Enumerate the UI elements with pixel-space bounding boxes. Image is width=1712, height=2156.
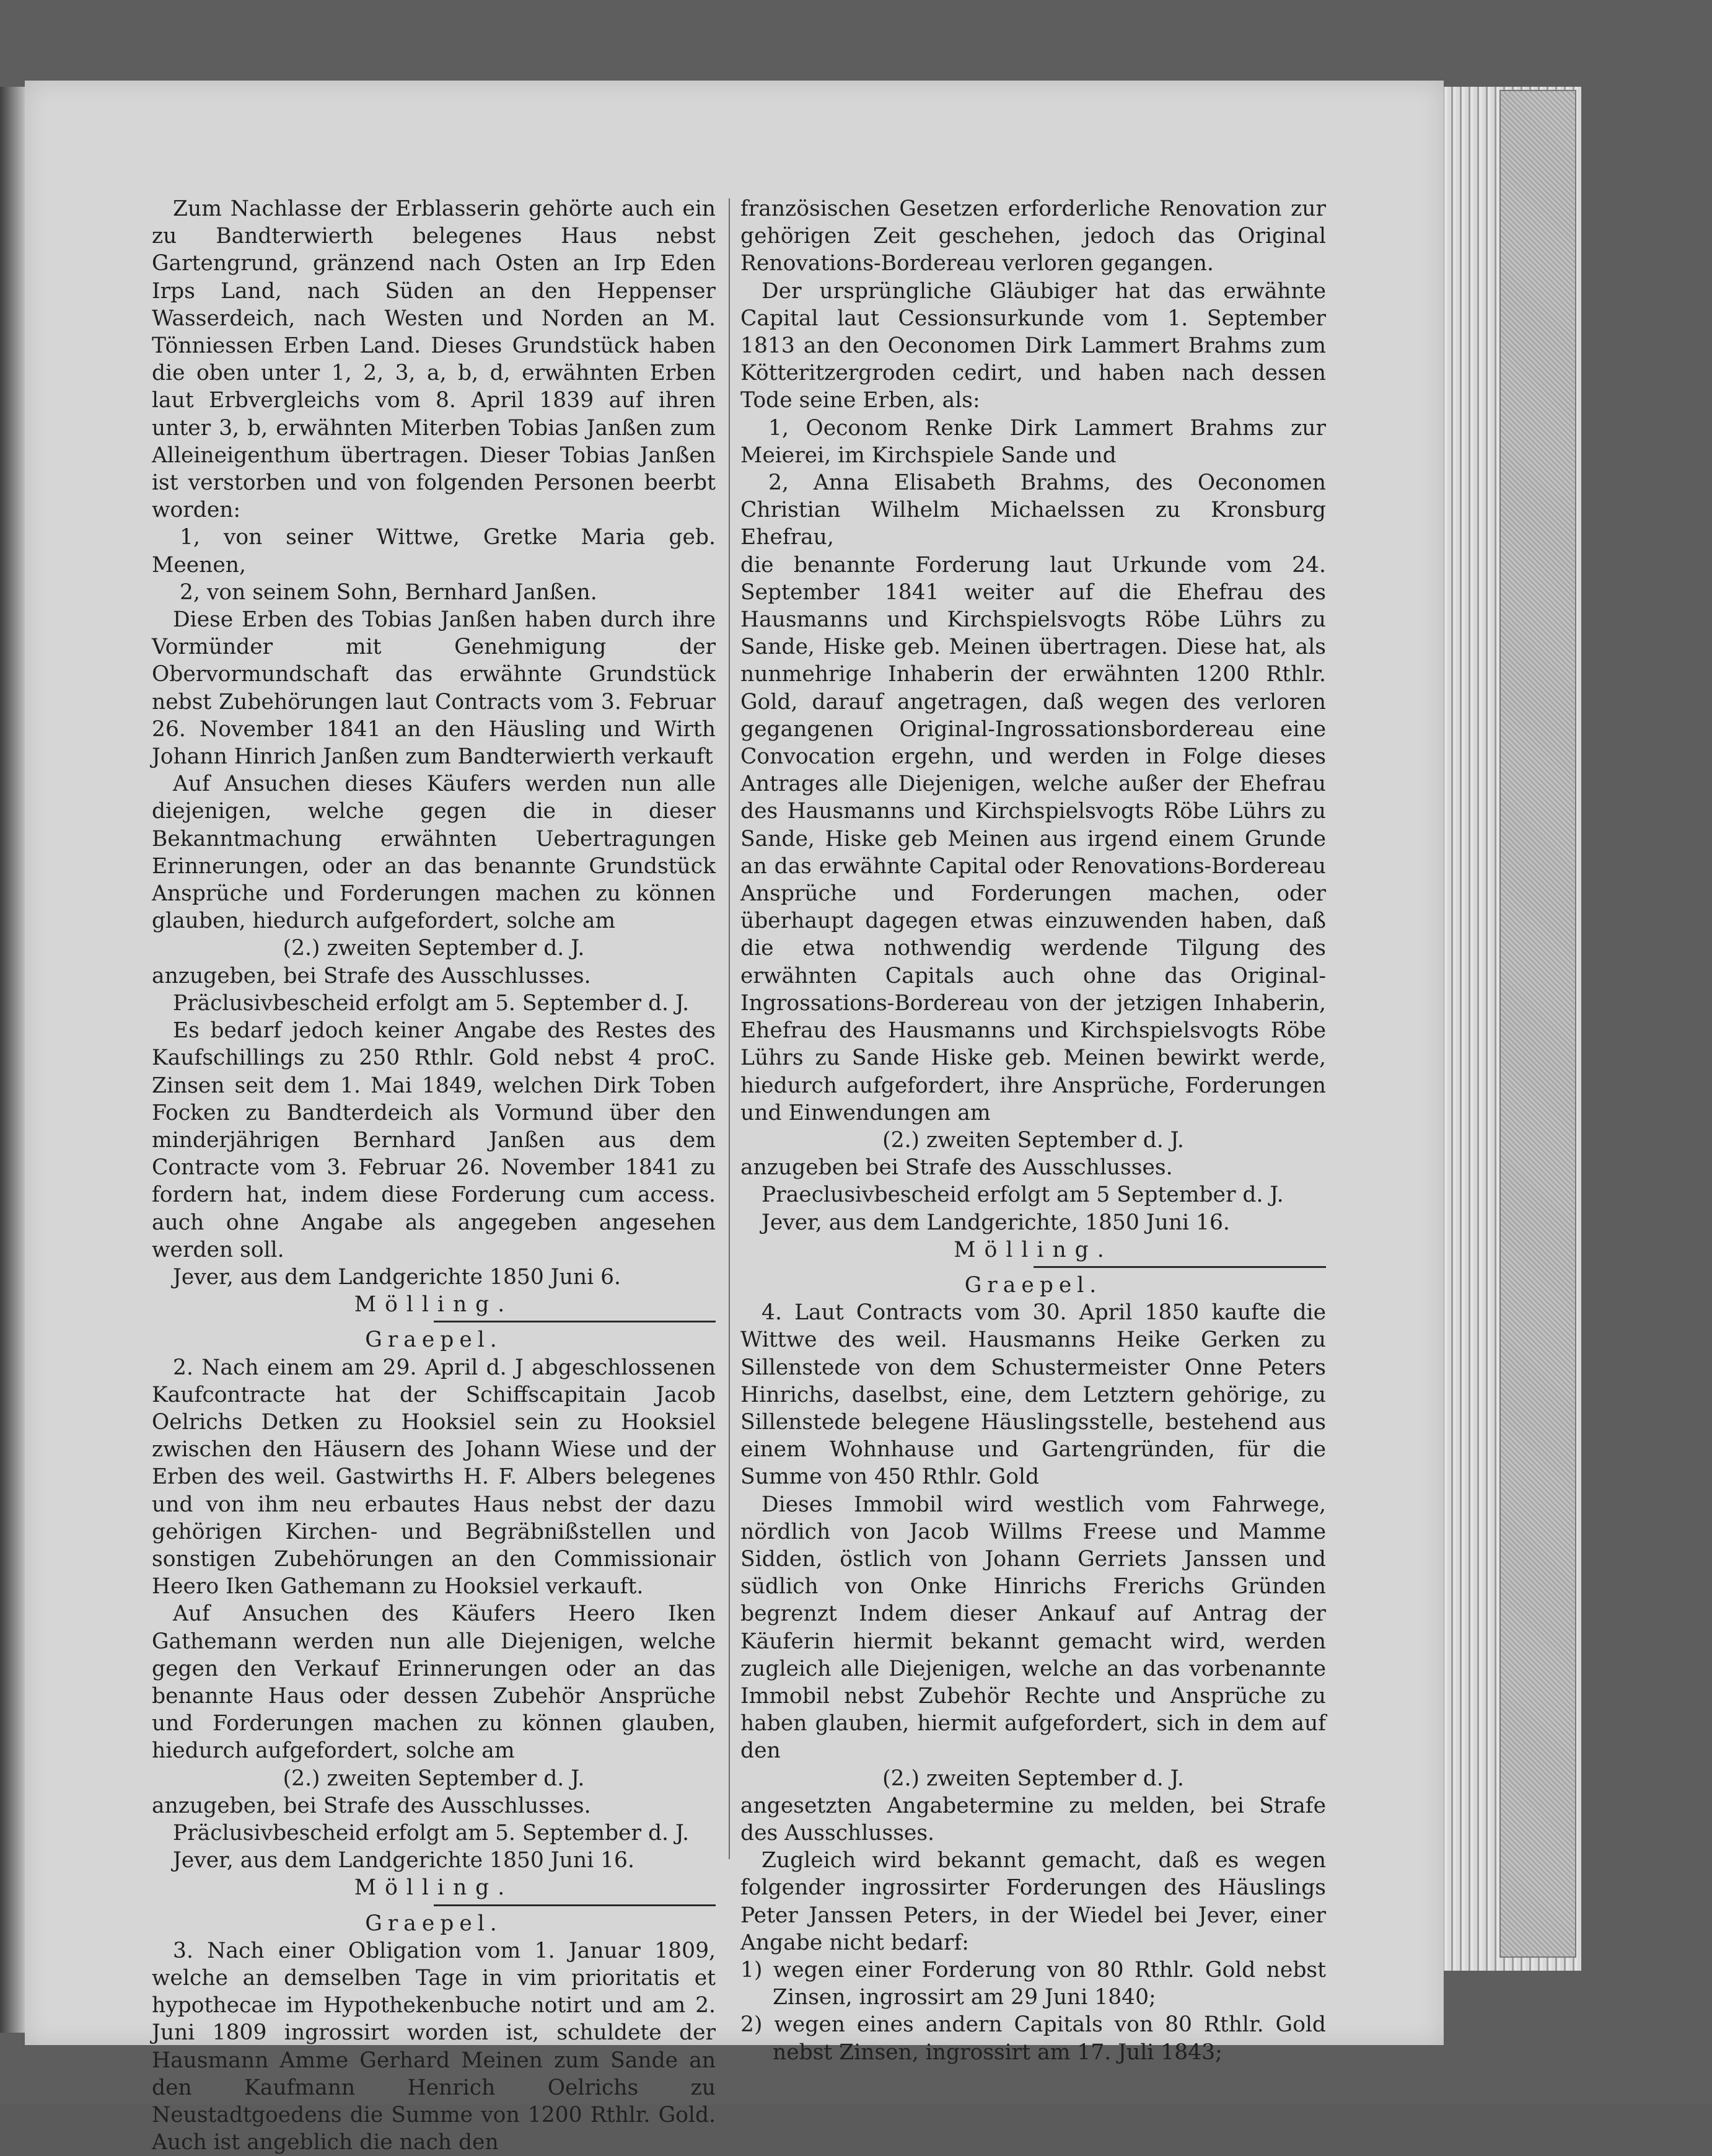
place-date: Jever, aus dem Landgerichte 1850 Juni 16. bbox=[173, 1848, 634, 1873]
signature: Graepel. bbox=[964, 1272, 1102, 1298]
paragraph: Auf Ansuchen des Käufers Heero Iken Gathemann werden nun alle Diejenigen, welche gegen den Verkauf Erinnerungen oder an das benannte Haus oder dessen Zubehör Ansprüche und Forderungen machen zu können glauben, hiedurch aufgefordert, solche am bbox=[152, 1601, 716, 1764]
deadline-date: (2.) zweiten September d. J. bbox=[882, 1127, 1184, 1153]
divider bbox=[434, 1904, 716, 1906]
left-column bbox=[152, 195, 716, 2156]
place-date: Jever, aus dem Landgerichte, 1850 Juni 16. bbox=[762, 1210, 1230, 1235]
divider bbox=[1034, 1266, 1327, 1268]
paragraph: die benannte Forderung laut Urkunde vom 24. September 1841 weiter auf die Ehefrau des Hausmanns und Kirchspielsvogts Röbe Lührs zu Sande, Hiske geb. Meinen übertragen. Diese hat, als nunmehrige Inhaberin der erwähnten 1200 Rthlr. Gold, darauf angetragen, daß wegen des verloren gegangenen Original-Ingrossationsbordereau eine Convocation ergehn, und werden in Folge dieses Antrages alle Diejenigen, welche außer der Ehefrau des Hausmanns und Kirchspielsvogts Röbe Lührs zu Sande, Hiske geb Meinen aus irgend einem Grunde an das erwähnte Capital oder Renovations-Bordereau Ansprüche und Forderungen machen, oder überhaupt dagegen etwas einzuwenden haben, daß die etwa nothwendig werdende Tilgung des erwähnten Capitals auch ohne das Original-Ingrossations-Bordereau von der jetzigen Inhaberin, Ehefrau des Hausmanns und Kirchspielsvogts Röbe Lührs zu Sande Hiske geb. Meinen bewirkt werde, hiedurch aufgefordert, ihre Ansprüche, Forderungen und Einwendungen am bbox=[740, 552, 1326, 1125]
signature: Mölling. bbox=[354, 1875, 514, 1901]
previous-page-edge bbox=[0, 87, 25, 2033]
paragraph: anzugeben, bei Strafe des Ausschlusses. bbox=[152, 1793, 591, 1818]
paragraph: Präclusivbescheid erfolgt am 5. September d. J. bbox=[173, 990, 690, 1016]
paragraph: anzugeben, bei Strafe des Ausschlusses. bbox=[152, 963, 591, 988]
paragraph: französischen Gesetzen erforderliche Renovation zur gehörigen Zeit geschehen, jedoch das Original Renovations-Bordereau verloren gegangen. bbox=[740, 196, 1326, 276]
list-item: 1) wegen einer Forderung von 80 Rthlr. Gold nebst Zinsen, ingrossirt am 29 Juni 1840; bbox=[740, 1958, 1326, 2010]
signature: Graepel. bbox=[365, 1327, 503, 1353]
paragraph: Zugleich wird bekannt gemacht, daß es wegen folgender ingrossirter Forderungen des Häuslings Peter Janssen Peters, in der Wiedel bei Jever, einer Angabe nicht bedarf: bbox=[740, 1848, 1326, 1955]
paragraph: Es bedarf jedoch keiner Angabe des Restes des Kaufschillings zu 250 Rthlr. Gold nebst 4 proC. Zinsen seit dem 1. Mai 1849, welchen Dirk Toben Focken zu Bandterdeich als Vormund über den minderjährigen Bernhard Janßen aus dem Contracte vom 3. Februar 26. November 1841 zu fordern hat, indem diese Forderung cum access. auch ohne Angabe als angegeben angesehen werden soll. bbox=[152, 1018, 716, 1262]
divider bbox=[434, 1321, 716, 1322]
deadline-date: (2.) zweiten September d. J. bbox=[283, 1766, 585, 1791]
book-cover-edge bbox=[1499, 90, 1576, 1958]
place-date: Jever, aus dem Landgerichte 1850 Juni 6. bbox=[173, 1264, 621, 1290]
paragraph: angesetzten Angabetermine zu melden, bei Strafe des Ausschlusses. bbox=[740, 1793, 1326, 1846]
signature: Graepel. bbox=[365, 1911, 503, 1936]
page-sheet bbox=[25, 81, 1444, 2155]
list-item: 1, von seiner Wittwe, Gretke Maria geb. Meenen, bbox=[152, 525, 716, 578]
list-item: 2, Anna Elisabeth Brahms, des Oeconomen Christian Wilhelm Michaelssen zu Kronsburg Ehefrau, bbox=[740, 470, 1326, 550]
list-item: 2, von seinem Sohn, Bernhard Janßen. bbox=[180, 579, 597, 605]
notice-2: 2. Nach einem am 29. April d. J abgeschlossenen Kaufcontracte hat der Schiffscapitain Jacob Oelrichs Detken zu Hooksiel sein zu Hooksiel zwischen den Häusern des Johann Wiese und der Erben des weil. Gastwirths H. F. Albers belegenes und von ihm neu erbautes Haus nebst der dazu gehörigen Kirchen- und Begräbnißstellen und sonstigen Zubehörungen an den Commissionair Heero Iken Gathemann zu Hooksiel verkauft. bbox=[152, 1355, 716, 1599]
deadline-date: (2.) zweiten September d. J. bbox=[283, 936, 585, 961]
paragraph: Zum Nachlasse der Erblasserin gehörte auch ein zu Bandterwierth belegenes Haus nebst Gartengrund, gränzend nach Osten an Irp Eden Irps Land, nach Süden an den Heppenser Wasserdeich, nach Westen und Norden an M. Tönniessen Erben Land. Dieses Grundstück haben die oben unter 1, 2, 3, a, b, d, erwähnten Erben laut Erbvergleichs vom 8. April 1839 auf ihren unter 3, b, erwähnten Miterben Tobias Janßen zum Alleineigenthum übertragen. Dieser Tobias Janßen ist verstorben und von folgenden Personen beerbt worden: bbox=[152, 196, 716, 523]
paragraph: anzugeben bei Strafe des Ausschlusses. bbox=[740, 1155, 1173, 1181]
list-item: 2) wegen eines andern Capitals von 80 Rthlr. Gold nebst Zinsen, ingrossirt am 17. Juli 1843; bbox=[740, 2012, 1326, 2065]
paragraph: Diese Erben des Tobias Janßen haben durch ihre Vormünder mit Genehmigung der Obervormundschaft das erwähnte Grundstück nebst Zubehörungen laut Contracts vom 3. Februar 26. November 1841 an den Häusling und Wirth Johann Hinrich Janßen zum Bandterwierth verkauft bbox=[152, 607, 716, 770]
paragraph: Der ursprüngliche Gläubiger hat das erwähnte Capital laut Cessionsurkunde vom 1. September 1813 an den Oeconomen Dirk Lammert Brahms zum Kötteritzergroden cedirt, und haben nach dessen Tode seine Erben, als: bbox=[740, 278, 1326, 413]
notice-3: 3. Nach einer Obligation vom 1. Januar 1809, welche an demselben Tage in vim prioritatis et hypothecae im Hypothekenbuche notirt und am 2. Juni 1809 ingrossirt worden ist, schuldete der Hausmann Amme Gerhard Meinen zum Sande an den Kaufmann Henrich Oelrichs zu Neustadtgoedens die Summe von 1200 Rthlr. Gold. Auch ist angeblich die nach den bbox=[152, 1938, 716, 2155]
notice-4: 4. Laut Contracts vom 30. April 1850 kaufte die Wittwe des weil. Hausmanns Heike Gerken zu Sillenstede von dem Schustermeister Onne Peters Hinrichs, daselbst, eine, dem Letztern gehörige, zu Sillenstede belegene Häuslingsstelle, bestehend aus einem Wohnhause und Gartengründen, für die Summe von 450 Rthlr. Gold bbox=[740, 1300, 1326, 1490]
column-divider bbox=[729, 198, 730, 1859]
paragraph: Präclusivbescheid erfolgt am 5. September d. J. bbox=[173, 1820, 690, 1846]
paragraph: Auf Ansuchen dieses Käufers werden nun alle diejenigen, welche gegen die in dieser Bekanntmachung erwähnten Uebertragungen Erinnerungen, oder an das benannte Grundstück Ansprüche und Forderungen machen zu können glauben, hiedurch aufgefordert, solche am bbox=[152, 772, 716, 934]
paragraph: Praeclusivbescheid erfolgt am 5 September d. J. bbox=[762, 1182, 1284, 1208]
right-column bbox=[740, 195, 1326, 2066]
signature: Mölling. bbox=[954, 1237, 1113, 1262]
deadline-date: (2.) zweiten September d. J. bbox=[882, 1766, 1184, 1791]
paragraph: Dieses Immobil wird westlich vom Fahrwege, nördlich von Jacob Willms Freese und Mamme Sidden, östlich von Johann Gerriets Janssen und südlich von Onke Hinrichs Frerichs Gründen begrenzt Indem dieser Ankauf auf Antrag der Käuferin hiermit bekannt gemacht wird, werden zugleich alle Diejenigen, welche an das vorbenannte Immobil nebst Zubehör Rechte und Ansprüche zu haben glauben, hiermit aufgefordert, sich in dem auf den bbox=[740, 1492, 1326, 1764]
list-item: 1, Oeconom Renke Dirk Lammert Brahms zur Meierei, im Kirchspiele Sande und bbox=[740, 415, 1326, 468]
signature: Mölling. bbox=[354, 1292, 514, 1318]
